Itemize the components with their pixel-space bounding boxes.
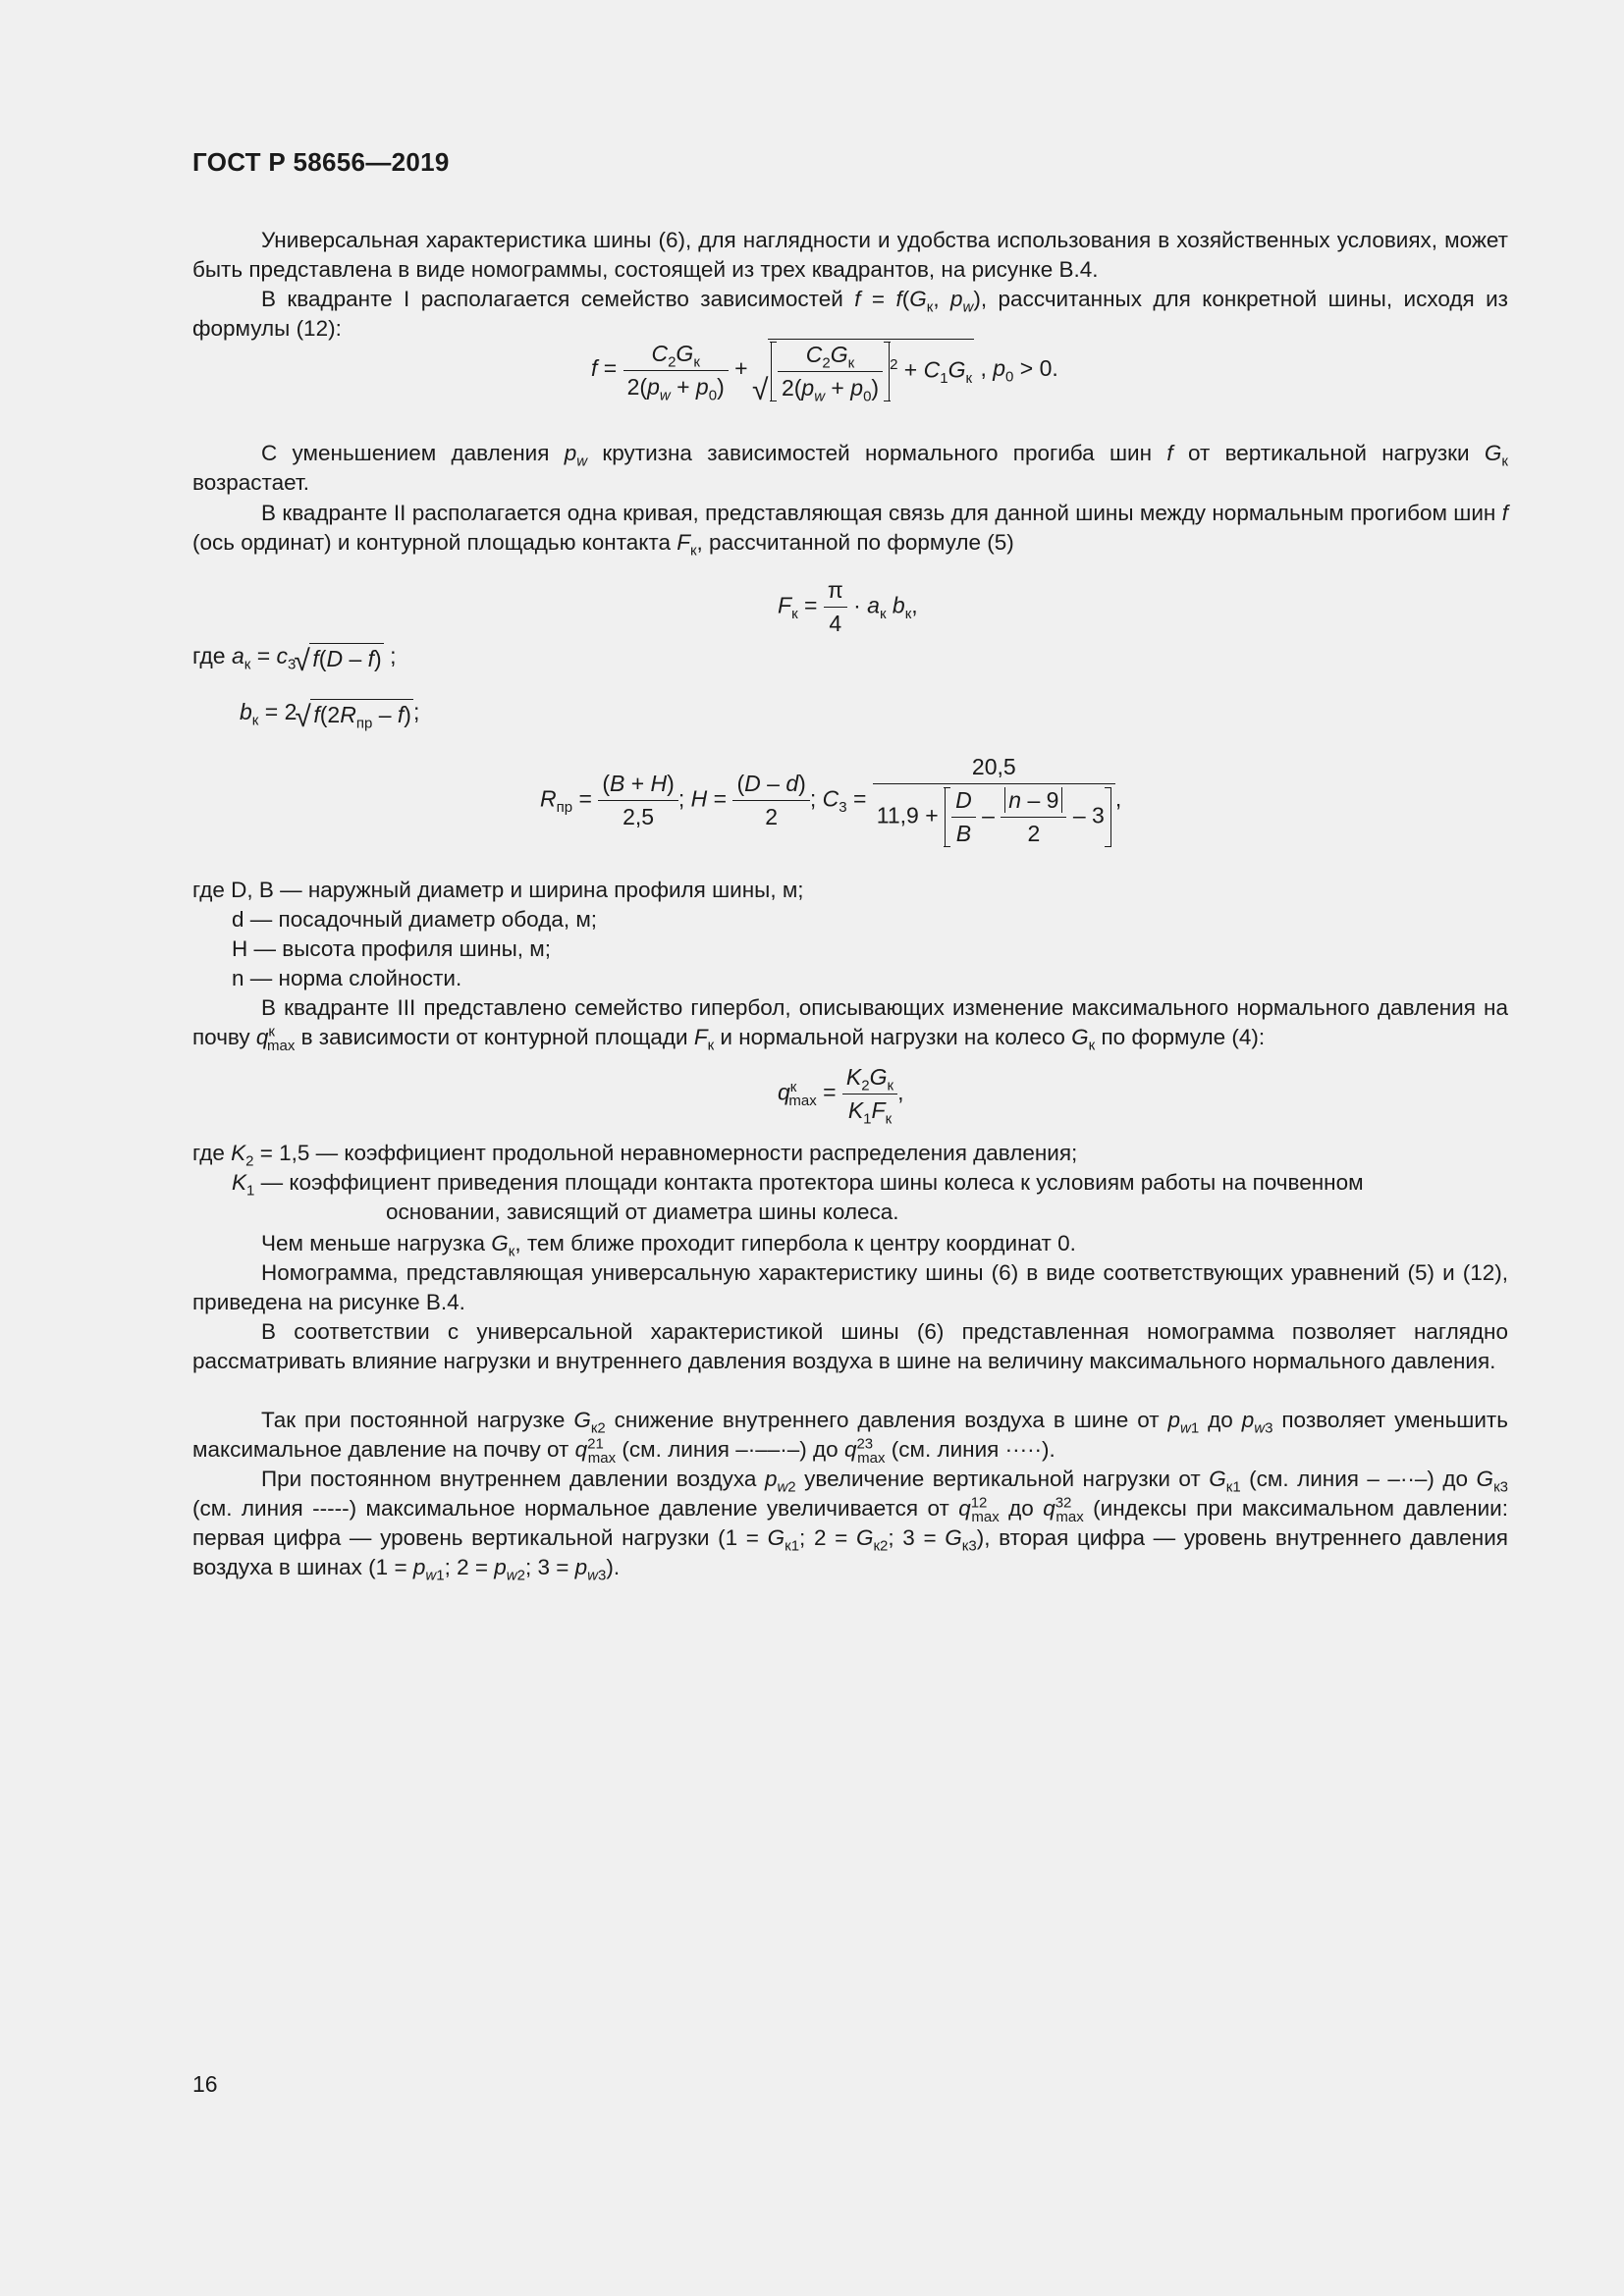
page-number: 16 bbox=[192, 2071, 218, 2097]
definition-k2: где $K_2 = 1,5$ — коэффициент продольной неравномерности распределения давления; bbox=[192, 1141, 1078, 1170]
paragraph-2: В квадранте I располагается семейство зависимостей $f = f(G_к$, $p_w$), рассчитанных для конкретной шины, исходя из формулы (12): bbox=[192, 287, 1508, 341]
paragraph-10: При постоянном внутреннем давлении воздуха $p_{w2}$ увеличение вертикальной нагрузки от $G_{к1}$ (см. линия – –··–) до $G_{к3}$ (см. линия -----) максимальное нормальное давление увеличивается от $q^{12}_{max}$ до $q^{32}_{max}$ (индексы при максимальном давлении: первая цифра — уровень вертикальной нагрузки ($1 = G_{к1}$; $2 = G_{к2}$; $3 = G_{к3}$), вторая цифра — уровень внутреннего давления воздуха в шинах ($1 = p_{w1}$; $2 = p_{w2}$; $3 = p_{w3}$). bbox=[192, 1467, 1508, 1584]
paragraph-5: В квадранте III представлено семейство гипербол, описывающих изменение максимального нормального давления на почву $q^к_{max}$ в зависимости от контурной площади $F_к$ и нормальной нагрузки на колесо $G_к$ по формуле (4): bbox=[192, 995, 1508, 1054]
definition-h: H — высота профиля шины, м; bbox=[232, 936, 552, 961]
definition-n: n — норма слойности. bbox=[232, 966, 462, 990]
formula-bk: $b_к = 2√$ $f(2R_{пр} - f)$; bbox=[240, 699, 419, 728]
definition-k1-cont: основании, зависящий от диаметра шины колеса. bbox=[386, 1200, 899, 1224]
formula-deflection: f = $\frac{C_2G_к}{2(p_w + p_0)}$ + √ $\frac{C_2G_к}{2(p_w + p_0)}$ $^2 + C_1G_к$ , $p_0 > 0$. bbox=[591, 339, 1058, 401]
paragraph-3: С уменьшением давления $p_w$ крутизна зависимостей нормального прогиба шин f от вертикальной нагрузки $G_к$ возрастает. bbox=[192, 441, 1508, 495]
paragraph-7: Номограмма, представляющая универсальную характеристику шины (6) в виде соответствующих уравнений (5) и (12), приведена на рисунке В.4. bbox=[192, 1260, 1508, 1314]
paragraph-6: Чем меньше нагрузка $G_к$, тем ближе проходит гипербола к центру координат 0. bbox=[261, 1231, 1076, 1260]
formula-ak: где $a_к = c_3√$ f(D – f) ; bbox=[192, 643, 397, 672]
paragraph-8: В соответствии с универсальной характеристикой шины (6) представленная номограмма позволяет наглядно рассматривать влияние нагрузки и внутреннего давления воздуха в шине на величину максимального нормального давления. bbox=[192, 1319, 1508, 1373]
definition-k1: $K_1$ — коэффициент приведения площади контакта протектора шины колеса к условиям работы на почвенном bbox=[232, 1170, 1364, 1200]
formula-rpr-h-c3: $R_{пр}$ = $\frac{(B + H)}{2,5}$ ; H = $\frac{(D - d)}{2}$ ; $C_3$ = 20,5 11,9 + $\frac{D}{B}$ – $\frac{n - 9}{2}$ – 3 , bbox=[540, 754, 1122, 846]
definition-d-b: где D, B — наружный диаметр и ширина профиля шины, м; bbox=[192, 878, 804, 902]
paragraph-1: Универсальная характеристика шины (6), для наглядности и удобства использования в хозяйственных условиях, может быть представлена в виде номограммы, состоящей из трех квадрантов, на рисунке В.4. bbox=[192, 228, 1508, 282]
formula-qmax: $q^к_{max}$ = $\frac{K_2G_к}{K_1F_к}$ , bbox=[778, 1064, 904, 1128]
paragraph-9: Так при постоянной нагрузке $G_{к2}$ снижение внутреннего давления воздуха в шине от $p_{w1}$ до $p_{w3}$ позволяет уменьшить максимальное давление на почву от $q^{21}_{max}$ (см. линия –·––·–) до $q^{23}_{max}$ (см. линия ·····). bbox=[192, 1408, 1508, 1467]
formula-contact-area: $F_к$ = $\frac{\pi}{4}$ · $a_к$ $b_к$, bbox=[778, 577, 918, 636]
definition-d: d — посадочный диаметр обода, м; bbox=[232, 907, 598, 932]
document-header: ГОСТ Р 58656—2019 bbox=[192, 147, 450, 177]
paragraph-4: В квадранте II располагается одна кривая, представляющая связь для данной шины между нормальным прогибом шин f (ось ординат) и контурной площадью контакта $F_к$, рассчитанной по формуле (5) bbox=[192, 501, 1508, 560]
